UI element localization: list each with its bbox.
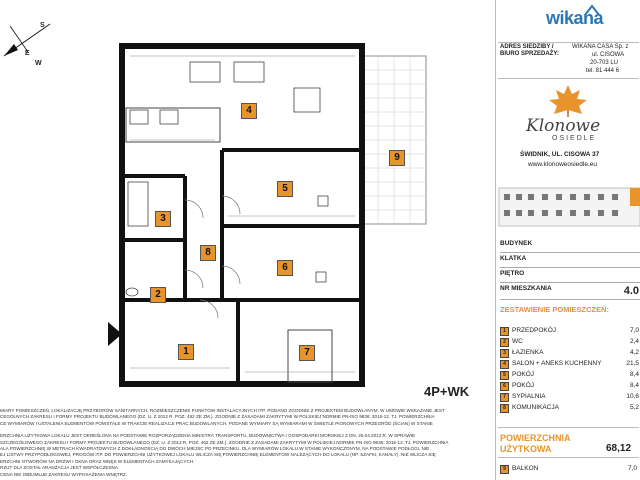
list-item xyxy=(500,359,640,370)
compass-e: E xyxy=(25,50,30,57)
room-badge-3: 3 xyxy=(155,211,171,227)
row-budynek xyxy=(500,240,640,253)
office-line-1: WIKANA CASA Sp. z xyxy=(572,44,629,50)
room-badge-6: 6 xyxy=(277,260,293,276)
list-name: WC xyxy=(512,338,523,345)
estate-address: ŚWIDNIK, UL. CISOWA 37 xyxy=(520,151,600,158)
list-num: 3 xyxy=(500,349,509,358)
building-thumbnail xyxy=(498,180,640,230)
footnote-line: MIARY POMIESZCZEŃ, LOKALIZACJĘ PRZYBORÓW SANITARNYCH, ROZMIESZCZENIE PUNKTÓW INSTALACYJNYCH ITP. PODANO ZGODNIE Z PROJEKTEM BUDOWLANYM. W UMOWIE WSKAZANE JEST xyxy=(0,408,445,413)
wikana-logo: wikana xyxy=(546,8,604,28)
room-badge-8: 8 xyxy=(200,245,216,261)
footnote-line: CE WYMIARÓW I USTALENIA ELEMENTÓW POWSTAŁE W TRAKCIE REALIZACJI PRAC BUDOWLANYCH. PODANE WYMIARY SĄ WYMIARAMI W ŚWIETLE PIONOWYCH PRZEGRÓD (ŚCIAN) W STANIE xyxy=(0,420,433,426)
office-line-3: 20-703 LU xyxy=(590,60,619,66)
klatka-label: KLATKA xyxy=(500,255,527,262)
nr-value: 4.0 xyxy=(623,285,639,297)
room-badge-9: 9 xyxy=(389,150,405,166)
list-area: 21,5 xyxy=(626,360,639,367)
room-badge-2: 2 xyxy=(150,287,166,303)
list-area: 8,4 xyxy=(629,382,639,389)
list-item xyxy=(500,348,640,359)
list-num: 5 xyxy=(500,371,509,380)
balcony-name: BALKON xyxy=(512,465,539,472)
footnote-line: ERZCHNI OTWORÓW NA DRZWI I OKNA ORAZ WNĘK W ELEMENTACH ZAMYKAJĄCYCH. xyxy=(0,458,195,464)
row-nr xyxy=(500,285,640,300)
rooms-title: ZESTAWIENIE POMIESZCZEŃ: xyxy=(500,305,610,314)
list-item xyxy=(500,403,640,414)
list-area: 5,2 xyxy=(629,404,639,411)
footnote-line: CEGÓLNYCH ZAKRESU I FORMY PROJEKTU BUDOWLANEGO (DZ. U. Z 2012 R. POZ. 462 ZE ZM.). ZGODNIE Z ZASADAMI ZAKRYTYMI W POLSKIEJ NORMIE PN-ISO 9836: 2015-12. TJ. POWIERZCHNIA xyxy=(0,414,435,420)
list-name: SYPIALNIA xyxy=(512,393,546,400)
estate-title: Klonowe xyxy=(526,116,601,136)
footnote-line: ERZCHNIA UŻYTKOWA LOKALU JEST OKREŚLONA NA PODSTAWIE ROZPORZĄDZENIA MINISTRA TRANSPORTU, BUDOWNICTWA I GOSPODARKI MORSKIEJ Z DN. 25.04.2012 R. W SPRAWIE xyxy=(0,433,416,439)
list-item xyxy=(500,326,640,337)
list-name: PRZEDPOKÓJ xyxy=(512,327,557,334)
estate-subtitle: OSIEDLE xyxy=(552,135,597,142)
list-num: 1 xyxy=(500,327,509,336)
compass-icon xyxy=(0,14,60,70)
wikana-roof-icon xyxy=(584,4,600,16)
estate-url[interactable]: www.klonoweosiedle.eu xyxy=(528,161,598,168)
nr-label: NR MIESZKANIA xyxy=(500,285,552,292)
list-name: POKÓJ xyxy=(512,371,535,378)
list-num: 4 xyxy=(500,360,509,369)
row-pietro xyxy=(500,270,640,283)
list-name: SALON + ANEKS KUCHENNY xyxy=(512,360,602,367)
usable-value: 68,12 xyxy=(606,443,632,454)
list-area: 10,6 xyxy=(626,393,639,400)
rooms-list xyxy=(500,326,640,414)
room-badge-7: 7 xyxy=(299,345,315,361)
compass-w: W xyxy=(35,60,42,67)
balcony-num: 9 xyxy=(500,465,509,474)
list-item xyxy=(500,392,640,403)
list-name: POKÓJ xyxy=(512,382,535,389)
list-name: KOMUNIKACJA xyxy=(512,404,559,411)
office-label-2: BIURO SPRZEDAŻY: xyxy=(500,51,559,57)
room-badge-5: 5 xyxy=(277,181,293,197)
apartment-type: 4P+WK xyxy=(424,384,470,399)
footnote-line: RZUT DLA ZOSTAŁ ARANŻACJA JEST WSPÓŁCZESNA. xyxy=(0,465,120,471)
list-num: 2 xyxy=(500,338,509,347)
list-area: 2,4 xyxy=(629,338,639,345)
list-item xyxy=(500,370,640,381)
footnote-line: ALA POWIERZCHNIĘ W METRACH KWADRATOWYCH Z DOKŁADNOŚCIĄ DO DWÓCH MIEJSC PO PRZECINKU. DLA WYMIARÓW LOKALU W STANIE WYKOŃCZONYM, NA PODSTAWIE PODŁOGI, NIE xyxy=(0,446,430,452)
room-badge-1: 1 xyxy=(178,344,194,360)
footnote-line: SZCZEGÓŁOWEGO ZAKRESU I FORMY PROJEKTU BUDOWLANEGO (DZ. U. Z 2012 R. POZ. 462 ZE ZM.). ZGODNIE Z ZASADAMI ZAKRYTYMI W POLSKIEJ NORMIE PN-ISO 9836: 2015-12. TJ. POWIERZCHNIA xyxy=(0,439,449,445)
list-num: 8 xyxy=(500,404,509,413)
office-line-2: ul. CISOWA xyxy=(592,52,625,58)
list-area: 7,0 xyxy=(629,327,639,334)
balcony-row xyxy=(500,465,640,477)
list-item xyxy=(500,337,640,348)
list-item xyxy=(500,381,640,392)
list-name: ŁAZIENKA xyxy=(512,349,544,356)
footnote-line: EJ LISTWY PRZYPODŁOGOWEJ, PROGÓW ITP. DO POWIERZCHNI UŻYTKOWEJ LOKALU WLICZA SIĘ POWIERZCHNIĘ ELEMENTÓW NALEŻĄCYCH DO LOKALU (NP. SZAFKI, KANAŁY). NIE WLICZA SIĘ xyxy=(0,452,436,458)
usable-label-2: UŻYTKOWA xyxy=(500,444,552,454)
info-panel xyxy=(495,0,640,480)
list-area: 4,2 xyxy=(629,349,639,356)
footnote xyxy=(0,408,490,478)
compass-s: S xyxy=(40,22,45,29)
balcony-area: 7,0 xyxy=(627,465,637,472)
list-num: 6 xyxy=(500,382,509,391)
maple-leaf-icon xyxy=(548,84,588,118)
pietro-label: PIĘTRO xyxy=(500,270,525,277)
list-num: 7 xyxy=(500,393,509,402)
office-label-1: ADRES SIEDZIBY / xyxy=(500,44,554,50)
usable-label-1: POWIERZCHNIA xyxy=(500,433,571,443)
office-line-4: tel. 81 444 6 xyxy=(586,68,620,74)
row-klatka xyxy=(500,255,640,268)
budynek-label: BUDYNEK xyxy=(500,240,533,247)
list-area: 8,4 xyxy=(629,371,639,378)
footnote-line: CENA NIE OBEJMUJE ZAKRESU WYPOSAŻENIA WNĘTRZ. xyxy=(0,471,128,477)
room-badge-4: 4 xyxy=(241,103,257,119)
